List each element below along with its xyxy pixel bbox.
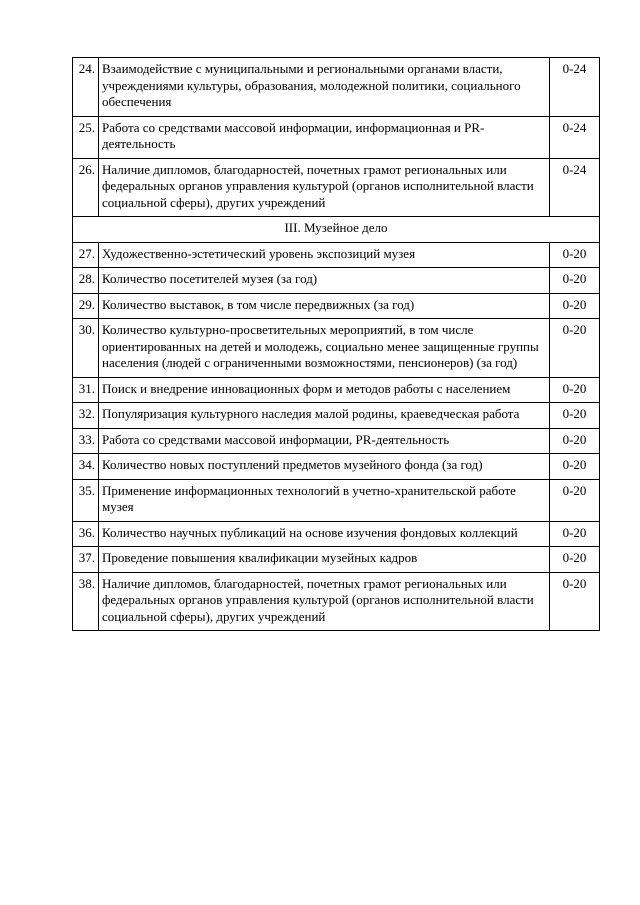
table-row: [73, 521, 600, 547]
row-number: 25.: [73, 116, 99, 158]
score-range: 0-24: [550, 58, 600, 117]
table-row: [73, 58, 600, 117]
criterion-text: Популяризация культурного наследия малой родины, краеведческая работа: [99, 403, 550, 429]
row-number: 26.: [73, 158, 99, 217]
criterion-text: Проведение повышения квалификации музейных кадров: [99, 547, 550, 573]
score-range: 0-20: [550, 547, 600, 573]
table-row: [73, 572, 600, 631]
row-number: 36.: [73, 521, 99, 547]
row-number: 38.: [73, 572, 99, 631]
criterion-text: Работа со средствами массовой информации, информационная и PR-деятельность: [99, 116, 550, 158]
criterion-text: Работа со средствами массовой информации, PR-деятельность: [99, 428, 550, 454]
table-row: [73, 293, 600, 319]
row-number: 35.: [73, 479, 99, 521]
score-range: 0-20: [550, 293, 600, 319]
row-number: 29.: [73, 293, 99, 319]
table-row: [73, 158, 600, 217]
row-number: 37.: [73, 547, 99, 573]
criteria-table: [72, 57, 600, 631]
table-row: [73, 428, 600, 454]
row-number: 24.: [73, 58, 99, 117]
score-range: 0-20: [550, 572, 600, 631]
criterion-text: Количество выставок, в том числе передвижных (за год): [99, 293, 550, 319]
score-range: 0-20: [550, 479, 600, 521]
table-row: [73, 116, 600, 158]
score-range: 0-20: [550, 428, 600, 454]
table-row: [73, 242, 600, 268]
row-number: 31.: [73, 377, 99, 403]
score-range: 0-20: [550, 403, 600, 429]
row-number: 33.: [73, 428, 99, 454]
score-range: 0-20: [550, 521, 600, 547]
criterion-text: Количество новых поступлений предметов музейного фонда (за год): [99, 454, 550, 480]
row-number: 34.: [73, 454, 99, 480]
score-range: 0-20: [550, 242, 600, 268]
criterion-text: Наличие дипломов, благодарностей, почетных грамот региональных или федеральных органов управления культурой (органов исполнительной власти социальной сферы), других учреждений: [99, 158, 550, 217]
row-number: 32.: [73, 403, 99, 429]
criterion-text: Наличие дипломов, благодарностей, почетных грамот региональных или федеральных органов управления культурой (органов исполнительной власти социальной сферы), других учреждений: [99, 572, 550, 631]
criterion-text: Художественно-эстетический уровень экспозиций музея: [99, 242, 550, 268]
table-row: [73, 403, 600, 429]
table-row: [73, 547, 600, 573]
criterion-text: Взаимодействие с муниципальными и региональными органами власти, учреждениями культуры, образования, молодежной политики, социального обеспечения: [99, 58, 550, 117]
criterion-text: Поиск и внедрение инновационных форм и методов работы с населением: [99, 377, 550, 403]
table-row: [73, 268, 600, 294]
criterion-text: Применение информационных технологий в учетно-хранительской работе музея: [99, 479, 550, 521]
score-range: 0-20: [550, 319, 600, 378]
score-range: 0-24: [550, 158, 600, 217]
criterion-text: Количество научных публикаций на основе изучения фондовых коллекций: [99, 521, 550, 547]
score-range: 0-24: [550, 116, 600, 158]
table-row: [73, 377, 600, 403]
criterion-text: Количество посетителей музея (за год): [99, 268, 550, 294]
table-row: [73, 319, 600, 378]
row-number: 30.: [73, 319, 99, 378]
row-number: 28.: [73, 268, 99, 294]
row-number: 27.: [73, 242, 99, 268]
section-title: III. Музейное дело: [73, 217, 600, 243]
criterion-text: Количество культурно-просветительных мероприятий, в том числе ориентированных на детей и молодежь, социально менее защищенные группы населения (людей с ограниченными возможностями, пенсионеров) (за год): [99, 319, 550, 378]
score-range: 0-20: [550, 454, 600, 480]
score-range: 0-20: [550, 268, 600, 294]
criteria-table-body: [73, 58, 600, 631]
table-row: [73, 479, 600, 521]
table-row: [73, 454, 600, 480]
score-range: 0-20: [550, 377, 600, 403]
section-header-row: [73, 217, 600, 243]
